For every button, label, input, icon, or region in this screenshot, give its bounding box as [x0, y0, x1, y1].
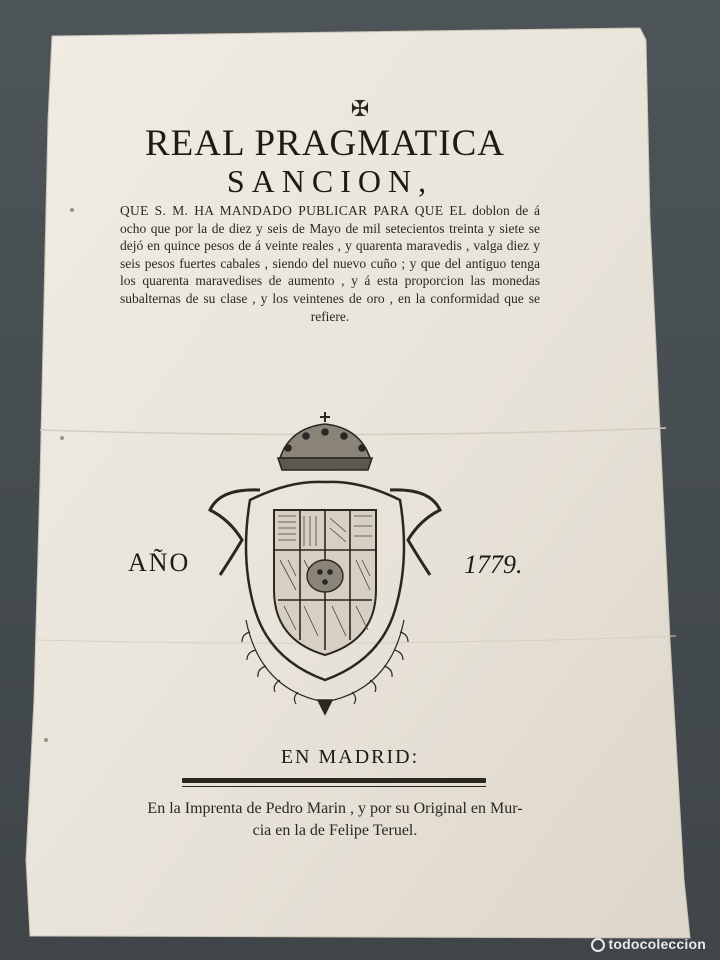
place-of-printing: EN MADRID:: [280, 746, 420, 768]
title-line-2: SANCION,: [226, 163, 434, 199]
decree-lead: QUE S. M. HA MANDADO PUBLICAR PARA QUE EL: [120, 203, 467, 218]
year-label: AÑO: [128, 548, 191, 577]
thick-rule: [182, 778, 486, 783]
thin-rule: [182, 786, 486, 787]
watermark-logo-icon: [591, 938, 605, 952]
imprint-line-1: En la Imprenta de Pedro Marin , y por su Original en Mur-: [147, 800, 523, 817]
decree-text: doblon de á ocho que por la de diez y seis de Mayo de mil setecientos treinta y siete se dejó en quince pesos de á veinte reales , y quarenta maravedis , valga diez y seis pesos fuertes cabales , siendo del nuevo cuño ; y que del antiguo tenga los quarenta maravedises de aumento , y á esta proporcion las monedas subalternas de su clase , y los veintenes de oro , en la conformidad que se refiere.: [120, 203, 540, 324]
imprint: [100, 798, 570, 842]
decree-body: [120, 202, 540, 325]
royal-coat-of-arms-emblem: [200, 410, 450, 720]
site-watermark: [591, 936, 707, 952]
year-value: 1779.: [464, 550, 523, 579]
title-line-1: REAL PRAGMATICA: [144, 123, 505, 164]
watermark-text: todocoleccion: [608, 936, 706, 952]
imprint-line-2: cia en la de Felipe Teruel.: [252, 822, 418, 839]
ornament-cross: ✠: [350, 96, 370, 121]
